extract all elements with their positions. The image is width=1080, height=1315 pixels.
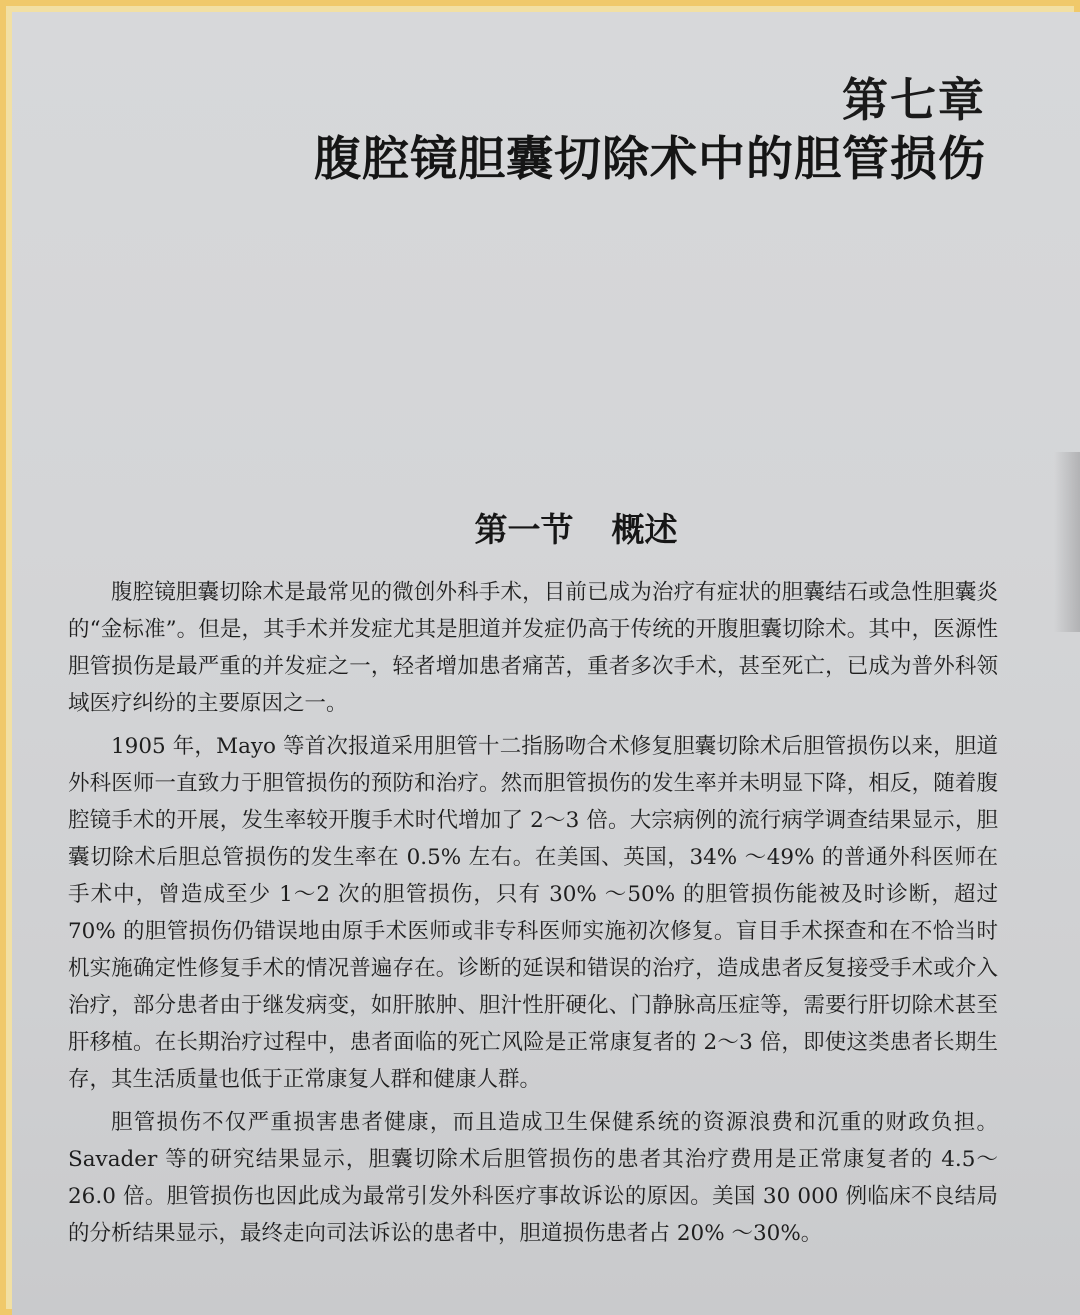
paragraph: 胆管损伤不仅严重损害患者健康，而且造成卫生保健系统的资源浪费和沉重的财政负担。Savader 等的研究结果显示，胆囊切除术后胆管损伤的患者其治疗费用是正常康复者的 4.5～26.0 倍。胆管损伤也因此成为最常引发外科医疗事故诉讼的原因。美国 30 000 例临床不良结局的分析结果显示，最终走向司法诉讼的患者中，胆道损伤患者占 20% ～30%。 — [68, 1110, 998, 1246]
paragraph: 1905 年，Mayo 等首次报道采用胆管十二指肠吻合术修复胆囊切除术后胆管损伤以来，胆道外科医师一直致力于胆管损伤的预防和治疗。然而胆管损伤的发生率并未明显下降，相反，随着腹腔镜手术的开展，发生率较开腹手术时代增加了 2～3 倍。大宗病例的流行病学调查结果显示，胆囊切除术后胆总管损伤的发生率在 0.5% 左右。在美国、英国，34% ～49% 的普通外科医师在手术中，曾造成至少 1～2 次的胆管损伤，只有 30% ～50% 的胆管损伤能被及时诊断，超过 70% 的胆管损伤仍错误地由原手术医师或非专科医师实施初次修复。盲目手术探查和在不恰当时机实施确定性修复手术的情况普遍存在。诊断的延误和错误的治疗，造成患者反复接受手术或介入治疗，部分患者由于继发病变，如肝脓肿、胆汁性肝硬化、门静脉高压症等，需要行肝切除术甚至肝移植。在长期治疗过程中，患者面临的死亡风险是正常康复者的 2～3 倍，即使这类患者长期生存，其生活质量也低于正常康复人群和健康人群。 — [68, 734, 998, 1092]
book-page — [12, 12, 1080, 1315]
section-number: 第一节 — [474, 510, 574, 549]
body-text — [68, 574, 998, 1252]
chapter-title: 腹腔镜胆囊切除术中的胆管损伤 — [314, 132, 986, 187]
chapter-number: 第七章 — [842, 73, 986, 127]
section-title: 概述 — [611, 510, 678, 549]
section-heading — [12, 504, 1080, 551]
paragraph: 腹腔镜胆囊切除术是最常见的微创外科手术，目前已成为治疗有症状的胆囊结石或急性胆囊炎的“金标准”。但是，其手术并发症尤其是胆道并发症仍高于传统的开腹胆囊切除术。其中，医源性胆管损伤是最严重的并发症之一，轻者增加患者痛苦，重者多次手术，甚至死亡，已成为普外科领域医疗纠纷的主要原因之一。 — [68, 580, 998, 716]
